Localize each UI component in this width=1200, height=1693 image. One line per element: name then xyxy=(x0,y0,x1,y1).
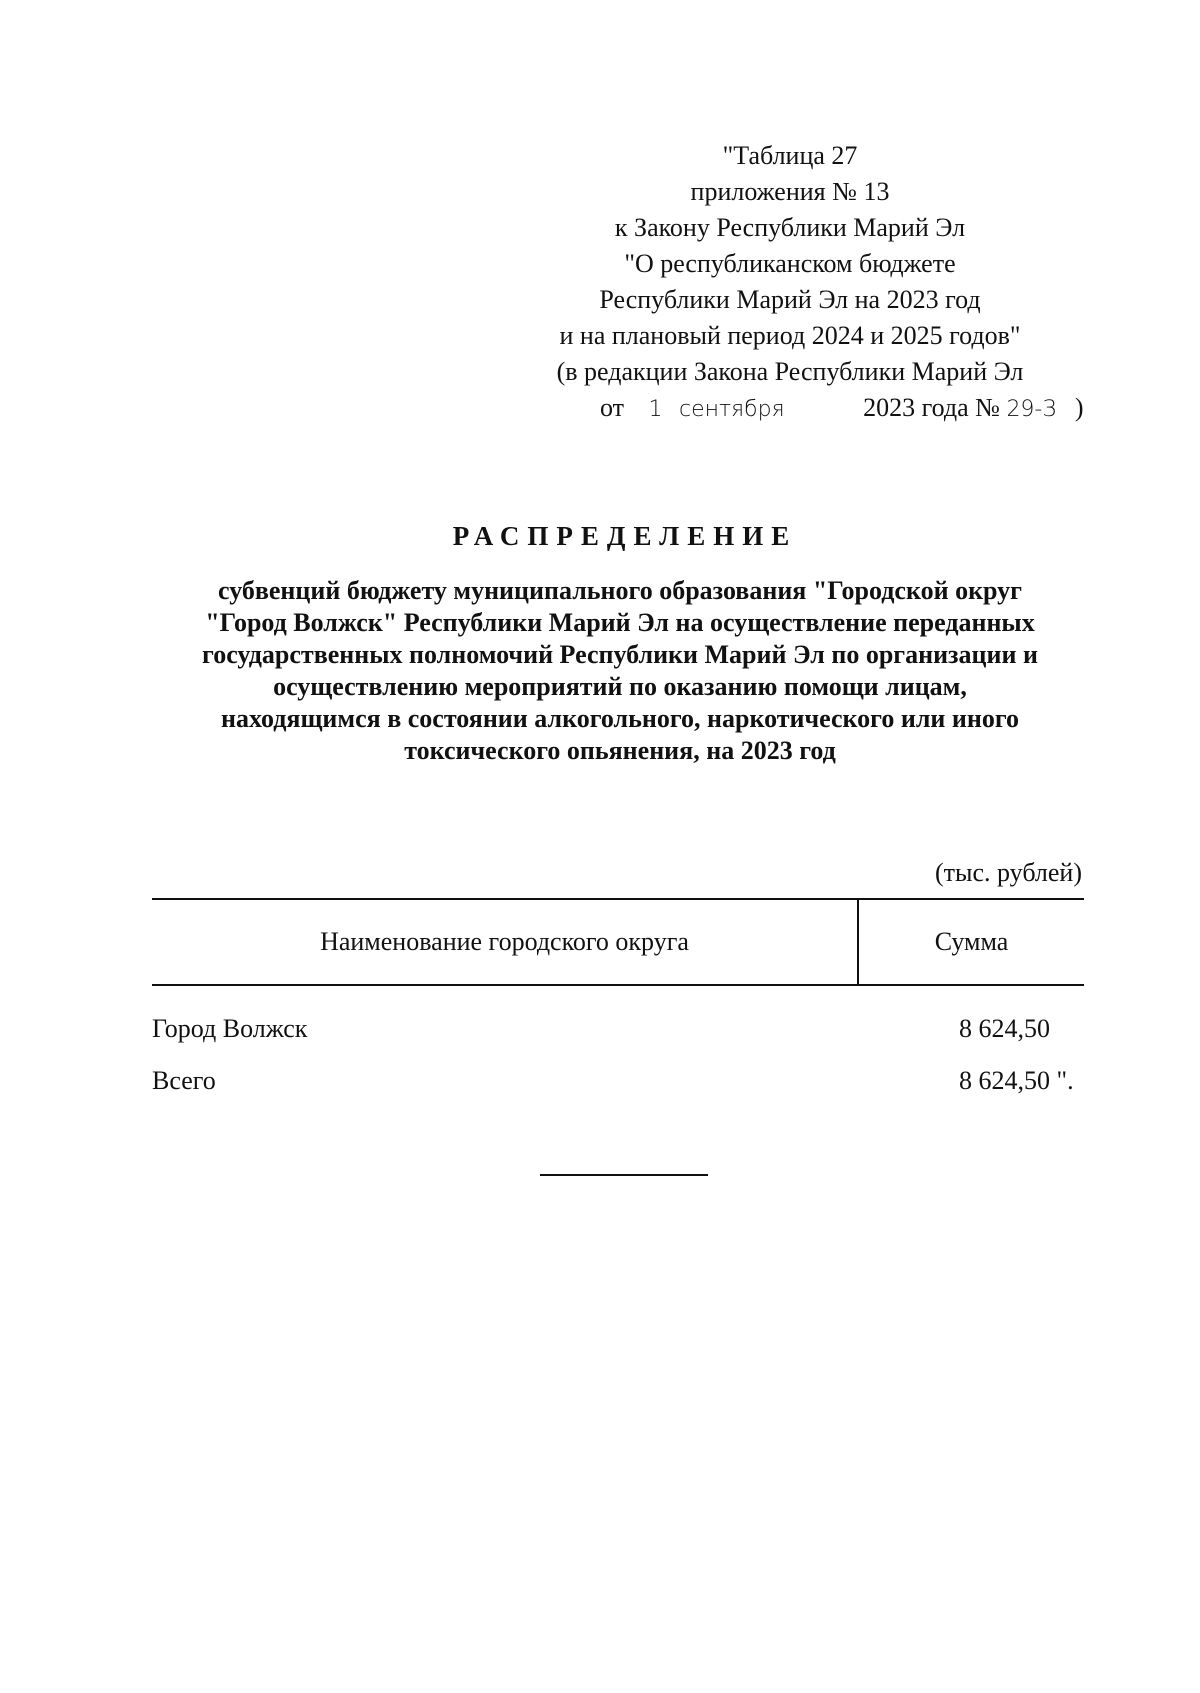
date-suffix: ) xyxy=(1074,393,1084,422)
header-line: "Таблица 27 xyxy=(722,141,858,170)
subtitle-line: субвенций бюджету муниципального образования "Городской округ xyxy=(218,576,1022,605)
table-row-total xyxy=(152,1044,1084,1096)
column-header-sum: Сумма xyxy=(934,927,1009,956)
table-header xyxy=(152,898,1084,986)
closing-divider xyxy=(540,1174,708,1176)
date-prefix: от xyxy=(600,393,625,422)
date-month: сентября xyxy=(679,397,785,422)
row-name: Город Волжск xyxy=(152,1014,308,1043)
table-row xyxy=(152,992,1084,1044)
row-sum: 8 624,50 ". xyxy=(959,1066,1074,1095)
date-day: 1 xyxy=(648,397,663,422)
header-line: "О республиканском бюджете xyxy=(624,249,956,278)
subtitle-line: токсического опьянения, на 2023 год xyxy=(404,736,836,765)
appendix-header xyxy=(500,138,1084,426)
subtitle-line: осуществлению мероприятий по оказанию помощи лицам, xyxy=(273,672,967,701)
law-date-line xyxy=(500,390,1084,426)
column-header-name: Наименование городского округа xyxy=(152,900,859,984)
subtitle-line: "Город Волжск" Республики Марий Эл на осуществление переданных xyxy=(205,608,1035,637)
document-title: РАСПРЕДЕЛЕНИЕ xyxy=(452,521,798,551)
row-name: Всего xyxy=(152,1066,216,1095)
row-sum: 8 624,50 xyxy=(959,1014,1050,1043)
header-line: и на плановый период 2024 и 2025 годов" xyxy=(559,321,1021,350)
date-year-text: 2023 года № xyxy=(863,393,1000,422)
units-label: (тыс. рублей) xyxy=(934,858,1082,887)
header-line: к Закону Республики Марий Эл xyxy=(614,213,966,242)
subtitle-line: находящимся в состоянии алкогольного, наркотического или иного xyxy=(220,704,1020,733)
subtitle-line: государственных полномочий Республики Марий Эл по организации и xyxy=(202,640,1038,669)
header-line: (в редакции Закона Республики Марий Эл xyxy=(556,357,1024,386)
document-subtitle xyxy=(150,575,1090,767)
header-line: Республики Марий Эл на 2023 год xyxy=(599,285,981,314)
header-line: приложения № 13 xyxy=(690,177,890,206)
distribution-table xyxy=(152,898,1084,1096)
law-number: 29-З xyxy=(1006,397,1057,422)
